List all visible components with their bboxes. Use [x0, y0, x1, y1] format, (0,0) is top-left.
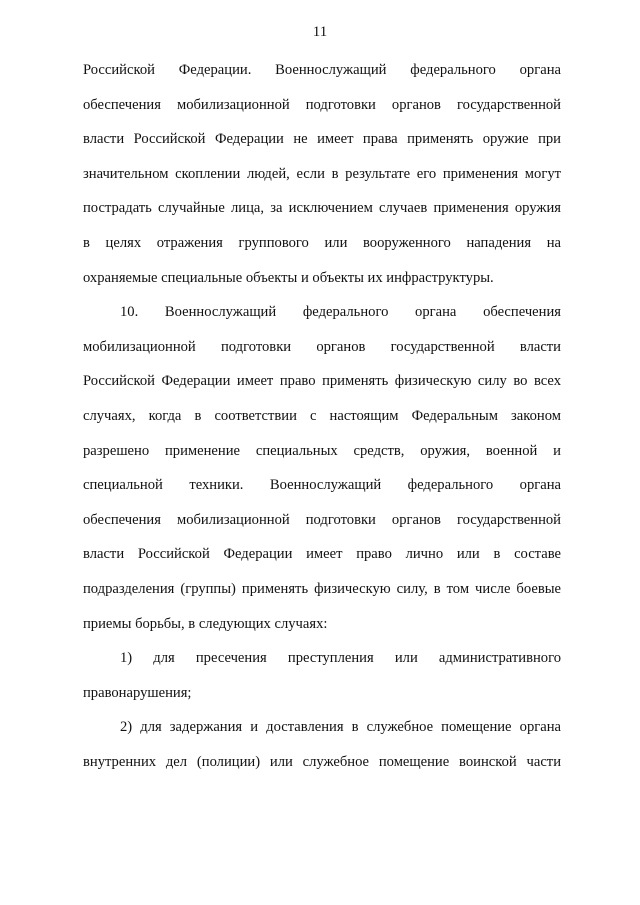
text-line: значительном скоплении людей, если в результате его применения могут — [83, 165, 561, 182]
text-line: внутренних дел (полиции) или служебное помещение воинской части — [83, 753, 561, 770]
text-line: разрешено применение специальных средств, оружия, военной и — [83, 442, 561, 459]
text-line: в целях отражения группового или вооруженного нападения на — [83, 234, 561, 251]
text-line: 1) для пресечения преступления или административного — [120, 650, 561, 667]
page-number: 11 — [312, 24, 328, 40]
text-line: Российской Федерации. Военнослужащий федерального органа — [83, 62, 561, 78]
text-line: власти Российской Федерации имеет право лично или в составе — [83, 546, 561, 563]
text-line: подразделения (группы) применять физическую силу, в том числе боевые — [83, 580, 561, 597]
document-body — [83, 60, 561, 786]
text-line: пострадать случайные лица, за исключением случаев применения оружия — [83, 200, 561, 217]
text-line: 2) для задержания и доставления в служебное помещение органа — [120, 719, 561, 736]
text-line: 10. Военнослужащий федерального органа обеспечения — [120, 304, 561, 321]
text-line: Российской Федерации имеет право применять физическую силу во всех — [83, 373, 561, 390]
text-line: власти Российской Федерации не имеет права применять оружие при — [83, 131, 561, 148]
text-line: приемы борьбы, в следующих случаях: — [83, 615, 328, 632]
text-line: обеспечения мобилизационной подготовки органов государственной — [83, 96, 561, 113]
text-line: случаях, когда в соответствии с настоящим Федеральным законом — [83, 407, 561, 424]
text-line: специальной техники. Военнослужащий федерального органа — [83, 477, 561, 494]
text-line: мобилизационной подготовки органов государственной власти — [83, 338, 561, 355]
text-line: обеспечения мобилизационной подготовки органов государственной — [83, 511, 561, 528]
text-line: правонарушения; — [83, 684, 192, 701]
text-line: охраняемые специальные объекты и объекты их инфраструктуры. — [83, 269, 494, 286]
